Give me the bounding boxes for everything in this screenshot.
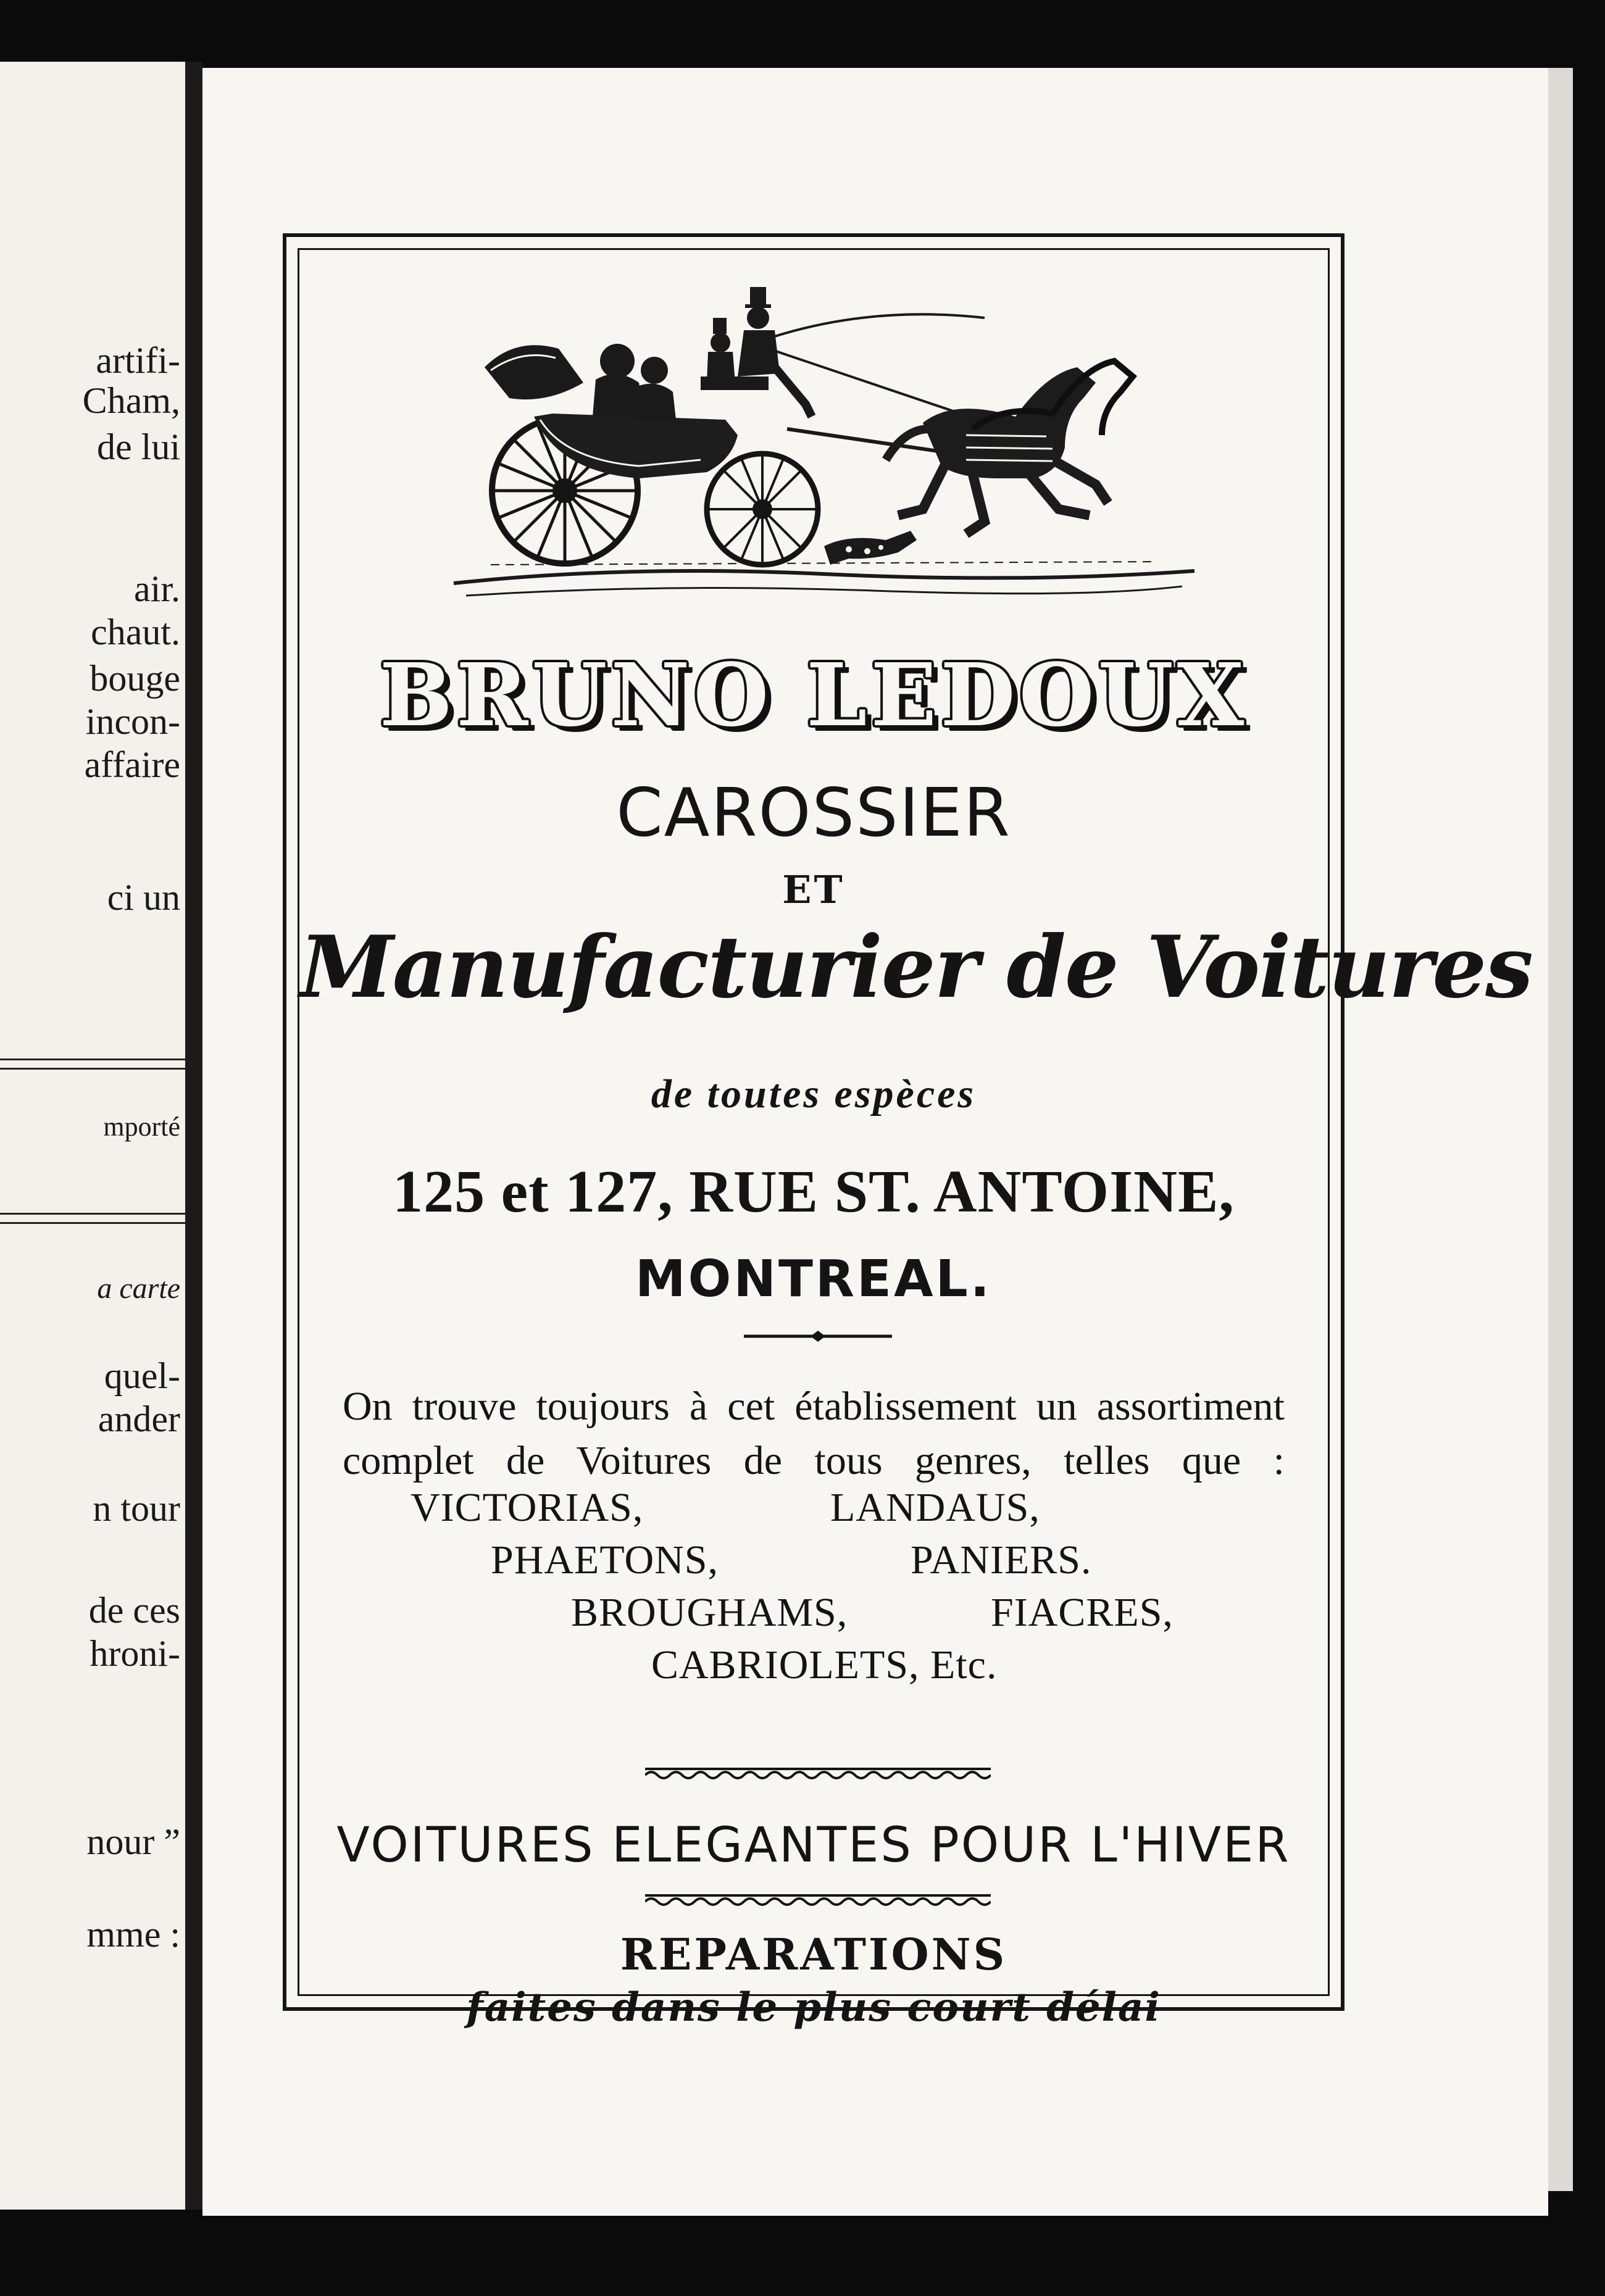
left-page-line: artifi-	[96, 340, 180, 381]
left-page-line: mme :	[86, 1914, 180, 1955]
left-page-rule	[0, 1059, 185, 1060]
subtitle: de toutes espèces	[651, 1071, 977, 1117]
vehicle-item: BROUGHAMS,	[571, 1590, 848, 1635]
left-page-line: n tour	[93, 1488, 180, 1529]
left-page-line: ander	[98, 1399, 180, 1439]
ornament-wave-divider-icon	[645, 1765, 991, 1780]
brand-name: BRUNO LEDOUX	[379, 645, 1248, 746]
vehicle-item: LANDAUS,	[830, 1485, 1040, 1530]
city: MONTREAL.	[635, 1250, 992, 1308]
vehicle-item: VICTORIAS,	[411, 1485, 644, 1530]
address: 125 et 127, RUE ST. ANTOINE,	[393, 1158, 1235, 1225]
left-page-line: quel-	[104, 1355, 180, 1396]
vehicle-list	[299, 1484, 1328, 1707]
left-page-line: Cham,	[82, 380, 180, 421]
vehicle-item: PANIERS.	[911, 1537, 1092, 1583]
carriage-illustration	[441, 275, 1207, 620]
left-page-fragment	[0, 62, 185, 2210]
vehicle-item: CABRIOLETS, Etc.	[651, 1642, 998, 1687]
left-page-line: incon-	[85, 701, 180, 742]
left-page-line: hroni-	[90, 1633, 180, 1674]
left-page-line: chaut.	[91, 612, 180, 652]
book-spine	[185, 62, 202, 2210]
winter-carriages-line: VOITURES ELEGANTES POUR L'HIVER	[336, 1818, 1291, 1873]
left-page-line: de lui	[97, 426, 180, 467]
left-page-line: bouge	[90, 658, 180, 699]
left-page-line: nour ”	[86, 1821, 180, 1862]
page-edge	[1548, 68, 1573, 2191]
ornament-wave-divider-icon	[645, 1892, 991, 1907]
left-page-line: de ces	[88, 1590, 180, 1631]
left-page-line: a carte	[97, 1272, 180, 1305]
left-page-line: air.	[134, 568, 180, 609]
description-paragraph: On trouve toujours à cet établissement un assortiment complet de Voitures de tous genres, telles que :	[343, 1384, 1285, 1483]
manufacturer-heading: Manufacturier de Voitures	[299, 917, 1532, 1017]
left-page-rule	[0, 1068, 185, 1070]
advertisement-frame	[283, 233, 1532, 2031]
left-page-rule	[0, 1213, 185, 1215]
conjunction: ET	[782, 867, 845, 912]
left-page-line: ci un	[107, 877, 180, 918]
left-page-rule	[0, 1222, 185, 1224]
trade-title: CAROSSIER	[616, 775, 1011, 852]
vehicle-item: PHAETONS,	[491, 1537, 719, 1583]
repairs-subtitle: faites dans le plus court délai	[466, 1984, 1161, 2031]
advertisement-inner-frame	[298, 248, 1532, 2031]
ornament-divider-icon	[744, 1327, 892, 1346]
left-page-line: mporté	[103, 1112, 180, 1142]
repairs-heading: REPARATIONS	[620, 1929, 1007, 1980]
vehicle-item: FIACRES,	[991, 1590, 1174, 1635]
left-page-line: affaire	[84, 744, 180, 785]
